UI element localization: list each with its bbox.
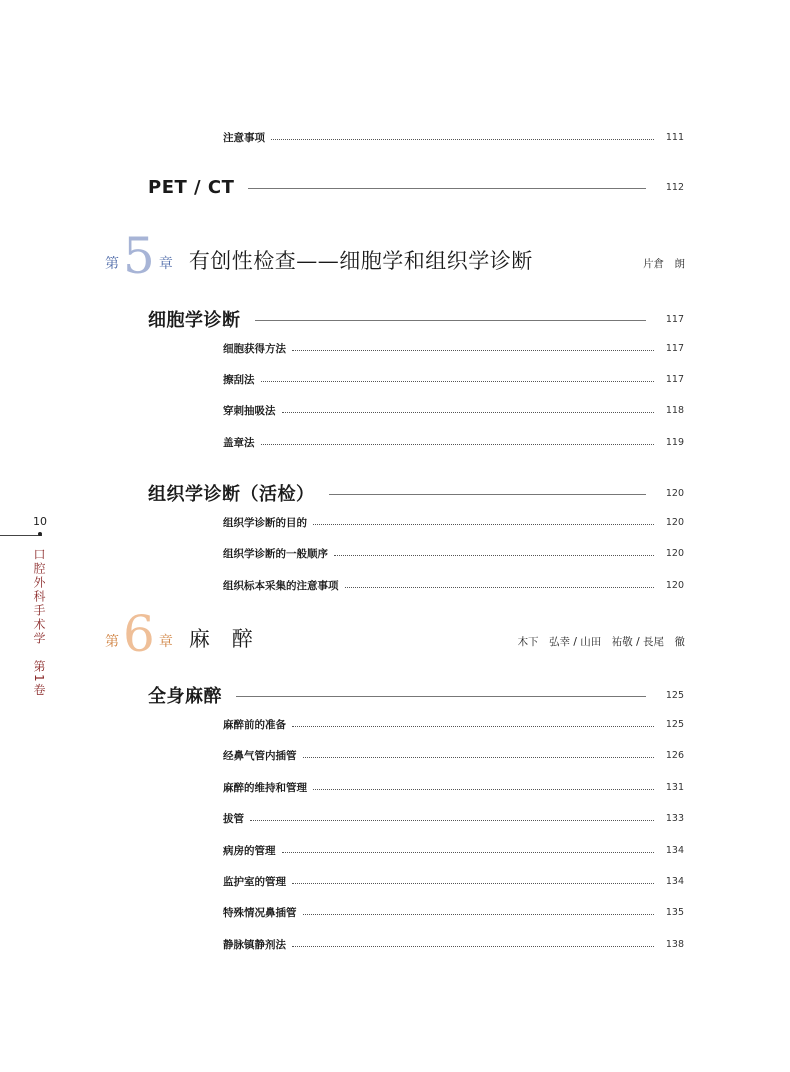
toc-entry-page: 134 xyxy=(665,844,684,856)
dot-leader xyxy=(292,726,654,727)
toc-entry[interactable] xyxy=(223,402,684,418)
toc-entry[interactable] xyxy=(223,340,684,356)
dot-leader xyxy=(292,883,654,884)
toc-entry-title: 特殊情况鼻插管 xyxy=(223,906,297,919)
chapter-prefix: 第 xyxy=(105,634,119,650)
toc-section[interactable] xyxy=(148,682,684,708)
dot-leader xyxy=(282,852,655,853)
toc-entry-title: 静脉镇静剂法 xyxy=(223,938,286,951)
toc-entry-title: 注意事项 xyxy=(223,131,265,144)
chapter-title: 有创性检查——细胞学和组织学诊断 xyxy=(188,249,533,273)
chapter-heading[interactable] xyxy=(105,605,685,663)
toc-entry-page: 125 xyxy=(665,718,684,730)
toc-entry-page: 135 xyxy=(665,906,684,918)
toc-entry-title: 组织标本采集的注意事项 xyxy=(223,579,339,592)
toc-section-title: 全身麻醉 xyxy=(148,686,222,707)
toc-entry-page: 119 xyxy=(665,436,684,448)
toc-entry-title: 病房的管理 xyxy=(223,844,276,857)
margin-dot xyxy=(38,532,42,536)
toc-entry-page: 117 xyxy=(665,373,684,385)
page-number: 10 xyxy=(33,515,47,528)
toc-entry[interactable] xyxy=(223,842,684,858)
toc-entry-title: 细胞获得方法 xyxy=(223,342,286,355)
toc-entry-title: 擦刮法 xyxy=(223,373,255,386)
toc-entry-title: 拔管 xyxy=(223,812,244,825)
chapter-heading[interactable] xyxy=(105,227,685,285)
dot-leader xyxy=(292,946,654,947)
toc-section-page: 117 xyxy=(665,313,684,325)
dot-leader xyxy=(250,820,654,821)
chapter-title: 麻 醉 xyxy=(188,627,254,651)
chapter-prefix: 第 xyxy=(105,256,119,272)
toc-entry-page: 134 xyxy=(665,875,684,887)
toc-entry[interactable] xyxy=(223,577,684,593)
toc-section[interactable] xyxy=(148,306,684,332)
section-rule xyxy=(248,188,646,189)
toc-entry-title: 经鼻气管内插管 xyxy=(223,749,297,762)
toc-entry-page: 120 xyxy=(665,516,684,528)
toc-section-page: 112 xyxy=(665,181,684,193)
dot-leader xyxy=(292,350,654,351)
margin-rule xyxy=(0,535,42,536)
toc-section-title: 细胞学诊断 xyxy=(148,310,241,331)
chapter-suffix: 章 xyxy=(158,634,173,650)
chapter-suffix: 章 xyxy=(158,256,173,272)
dot-leader xyxy=(303,914,655,915)
dot-leader xyxy=(303,757,655,758)
toc-entry-page: 131 xyxy=(665,781,684,793)
toc-section-page: 120 xyxy=(665,487,684,499)
toc-entry-title: 穿刺抽吸法 xyxy=(223,404,276,417)
toc-entry[interactable] xyxy=(223,747,684,763)
chapter-number: 6 xyxy=(123,605,155,663)
dot-leader xyxy=(313,524,654,525)
chapter-author: 片倉 朗 xyxy=(643,258,685,270)
toc-entry[interactable] xyxy=(223,810,684,826)
toc-entry[interactable] xyxy=(223,545,684,561)
toc-entry[interactable] xyxy=(223,936,684,952)
toc-section[interactable] xyxy=(148,174,684,200)
book-title: 口腔外科手术学 第1卷 xyxy=(32,548,46,698)
toc-entry[interactable] xyxy=(223,779,684,795)
toc-section-title: PET / CT xyxy=(148,176,235,198)
dot-leader xyxy=(345,587,655,588)
toc-entry-page: 120 xyxy=(665,579,684,591)
toc-entry-title: 麻醉的维持和管理 xyxy=(223,781,307,794)
dot-leader xyxy=(271,139,654,140)
toc-entry-page: 120 xyxy=(665,547,684,559)
dot-leader xyxy=(282,412,655,413)
toc-section-page: 125 xyxy=(665,689,684,701)
toc-entry[interactable] xyxy=(223,873,684,889)
dot-leader xyxy=(334,555,654,556)
section-rule xyxy=(255,320,647,321)
toc-entry[interactable] xyxy=(223,904,684,920)
chapter-number: 5 xyxy=(123,227,155,285)
section-rule xyxy=(329,494,647,495)
toc-entry-title: 组织学诊断的目的 xyxy=(223,516,307,529)
toc-section[interactable] xyxy=(148,480,684,506)
toc-entry-title: 监护室的管理 xyxy=(223,875,286,888)
dot-leader xyxy=(261,444,655,445)
toc-entry-page: 111 xyxy=(665,131,684,143)
toc-entry-page: 126 xyxy=(665,749,684,761)
toc-section-title: 组织学诊断（活检） xyxy=(148,484,315,505)
toc-entry-title: 组织学诊断的一般顺序 xyxy=(223,547,328,560)
toc-entry[interactable] xyxy=(223,371,684,387)
toc-entry-page: 117 xyxy=(665,342,684,354)
toc-entry[interactable] xyxy=(223,514,684,530)
toc-entry-page: 133 xyxy=(665,812,684,824)
dot-leader xyxy=(261,381,655,382)
toc-entry-title: 盖章法 xyxy=(223,436,255,449)
toc-entry[interactable] xyxy=(223,716,684,732)
toc-entry[interactable] xyxy=(223,434,684,450)
section-rule xyxy=(236,696,646,697)
chapter-author: 木下 弘幸 / 山田 祐敬 / 長尾 徹 xyxy=(517,636,685,648)
toc-entry-page: 138 xyxy=(665,938,684,950)
toc-entry-page: 118 xyxy=(665,404,684,416)
toc-entry-title: 麻醉前的准备 xyxy=(223,718,286,731)
toc-entry[interactable] xyxy=(223,129,684,145)
dot-leader xyxy=(313,789,654,790)
